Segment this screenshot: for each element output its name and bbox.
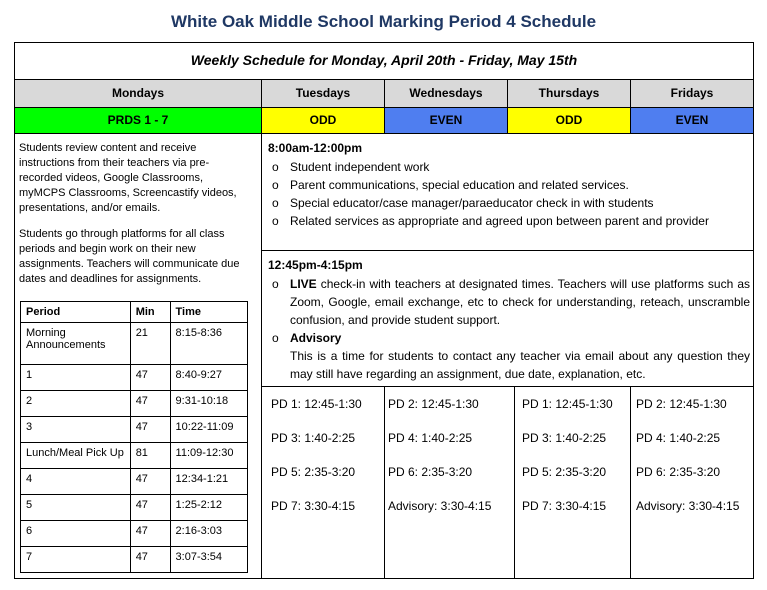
- period-table-header: Period: [21, 302, 131, 323]
- cell-time: 12:34-1:21: [170, 469, 247, 495]
- thursday-slot: PD 1: 12:45-1:30: [522, 397, 613, 411]
- thursday-slot: PD 7: 3:30-4:15: [522, 499, 607, 513]
- cell-period: Lunch/Meal Pick Up: [21, 443, 131, 469]
- period-table-header: Min: [130, 302, 170, 323]
- thursday-slot: PD 5: 2:35-3:20: [522, 465, 607, 479]
- live-text: check-in with teachers at designated times. Teachers will use platforms such as Zoom, Google, email exchange, etc to check for understanding, reteach, unscramble confusion, and provide student support.: [290, 277, 750, 327]
- day-tag-monday: PRDS 1 - 7: [15, 107, 262, 133]
- thursday-slot: PD 3: 1:40-2:25: [522, 431, 607, 445]
- wednesday-slot: PD 4: 1:40-2:25: [388, 431, 473, 445]
- day-header-monday: Mondays: [15, 80, 262, 107]
- tuesday-slot: PD 3: 1:40-2:25: [271, 431, 356, 445]
- live-label: LIVE: [290, 277, 317, 291]
- day-tag-tuesday: ODD: [262, 107, 385, 133]
- table-row: [21, 323, 248, 365]
- table-row: [21, 443, 248, 469]
- list-item: [268, 275, 750, 329]
- cell-min: 47: [130, 521, 170, 547]
- monday-description: Students review content and receive instructions from their teachers via pre-recorded videos, Google Classrooms, myMCPS Classrooms, Screencastify videos, presentations, and/or emails.: [19, 142, 237, 214]
- day-tag-wednesday: EVEN: [385, 107, 508, 133]
- cell-min: 47: [130, 391, 170, 417]
- list-item: o Student independent work: [268, 158, 750, 176]
- advisory-label: Advisory: [290, 331, 342, 345]
- cell-time: 1:25-2:12: [170, 495, 247, 521]
- cell-period: 2: [21, 391, 131, 417]
- list-item: o Special educator/case manager/paraeducator check in with students: [268, 194, 750, 212]
- wednesday-slot: PD 2: 12:45-1:30: [388, 397, 479, 411]
- cell-period: 6: [21, 521, 131, 547]
- schedule-subtitle: Weekly Schedule for Monday, April 20th - Friday, May 15th: [190, 52, 578, 68]
- cell-time: 8:40-9:27: [170, 365, 247, 391]
- tuesday-slot: PD 1: 12:45-1:30: [271, 397, 362, 411]
- cell-time: 3:07-3:54: [170, 547, 247, 573]
- cell-min: 47: [130, 547, 170, 573]
- day-header-tuesday: Tuesdays: [262, 80, 385, 107]
- cell-time: 9:31-10:18: [170, 391, 247, 417]
- day-header-thursday: Thursdays: [508, 80, 631, 107]
- list-item: [268, 329, 750, 347]
- table-row: [21, 365, 248, 391]
- cell-time: 10:22-11:09: [170, 417, 247, 443]
- cell-period: 7: [21, 547, 131, 573]
- cell-period: 3: [21, 417, 131, 443]
- table-row: [21, 547, 248, 573]
- cell-time: 11:09-12:30: [170, 443, 247, 469]
- morning-list: [268, 158, 750, 230]
- period-table: [20, 301, 248, 573]
- cell-min: 21: [130, 323, 170, 365]
- list-item: o Parent communications, special education and related services.: [268, 176, 750, 194]
- cell-time: 8:15-8:36: [170, 323, 247, 365]
- cell-min: 47: [130, 417, 170, 443]
- table-row: [21, 417, 248, 443]
- table-row: [21, 521, 248, 547]
- cell-min: 47: [130, 469, 170, 495]
- day-tag-thursday: ODD: [508, 107, 631, 133]
- period-table-header: Time: [170, 302, 247, 323]
- tuesday-slot: PD 7: 3:30-4:15: [271, 499, 356, 513]
- cell-period: 5: [21, 495, 131, 521]
- friday-slot: PD 2: 12:45-1:30: [636, 397, 727, 411]
- cell-min: 47: [130, 495, 170, 521]
- friday-slot: Advisory: 3:30-4:15: [636, 499, 740, 513]
- wednesday-slot: Advisory: 3:30-4:15: [388, 499, 492, 513]
- advisory-text: This is a time for students to contact any teacher via email about any question they may still have regarding an assignment, due date, explanation, etc.: [290, 349, 750, 381]
- cell-min: 47: [130, 365, 170, 391]
- friday-slot: PD 4: 1:40-2:25: [636, 431, 721, 445]
- day-header-friday: Fridays: [631, 80, 753, 107]
- wednesday-slot: PD 6: 2:35-3:20: [388, 465, 473, 479]
- cell-min: 81: [130, 443, 170, 469]
- monday-instructions: Students go through platforms for all class periods and begin work on their new assignments. Teachers will communicate due dates and deadlines for assignments.: [19, 228, 240, 285]
- table-row: [21, 391, 248, 417]
- cell-period: Morning Announcements: [21, 323, 131, 365]
- day-tag-friday: EVEN: [631, 107, 753, 133]
- afternoon-time: 12:45pm-4:15pm: [268, 258, 363, 272]
- day-header-wednesday: Wednesdays: [385, 80, 508, 107]
- friday-slot: PD 6: 2:35-3:20: [636, 465, 721, 479]
- cell-time: 2:16-3:03: [170, 521, 247, 547]
- table-row: [21, 469, 248, 495]
- cell-period: 4: [21, 469, 131, 495]
- morning-time: 8:00am-12:00pm: [268, 141, 363, 155]
- page-title: White Oak Middle School Marking Period 4 Schedule: [170, 12, 597, 31]
- list-item: o Related services as appropriate and agreed upon between parent and provider: [268, 212, 750, 230]
- table-row: [21, 495, 248, 521]
- cell-period: 1: [21, 365, 131, 391]
- tuesday-slot: PD 5: 2:35-3:20: [271, 465, 356, 479]
- afternoon-list: [268, 275, 750, 347]
